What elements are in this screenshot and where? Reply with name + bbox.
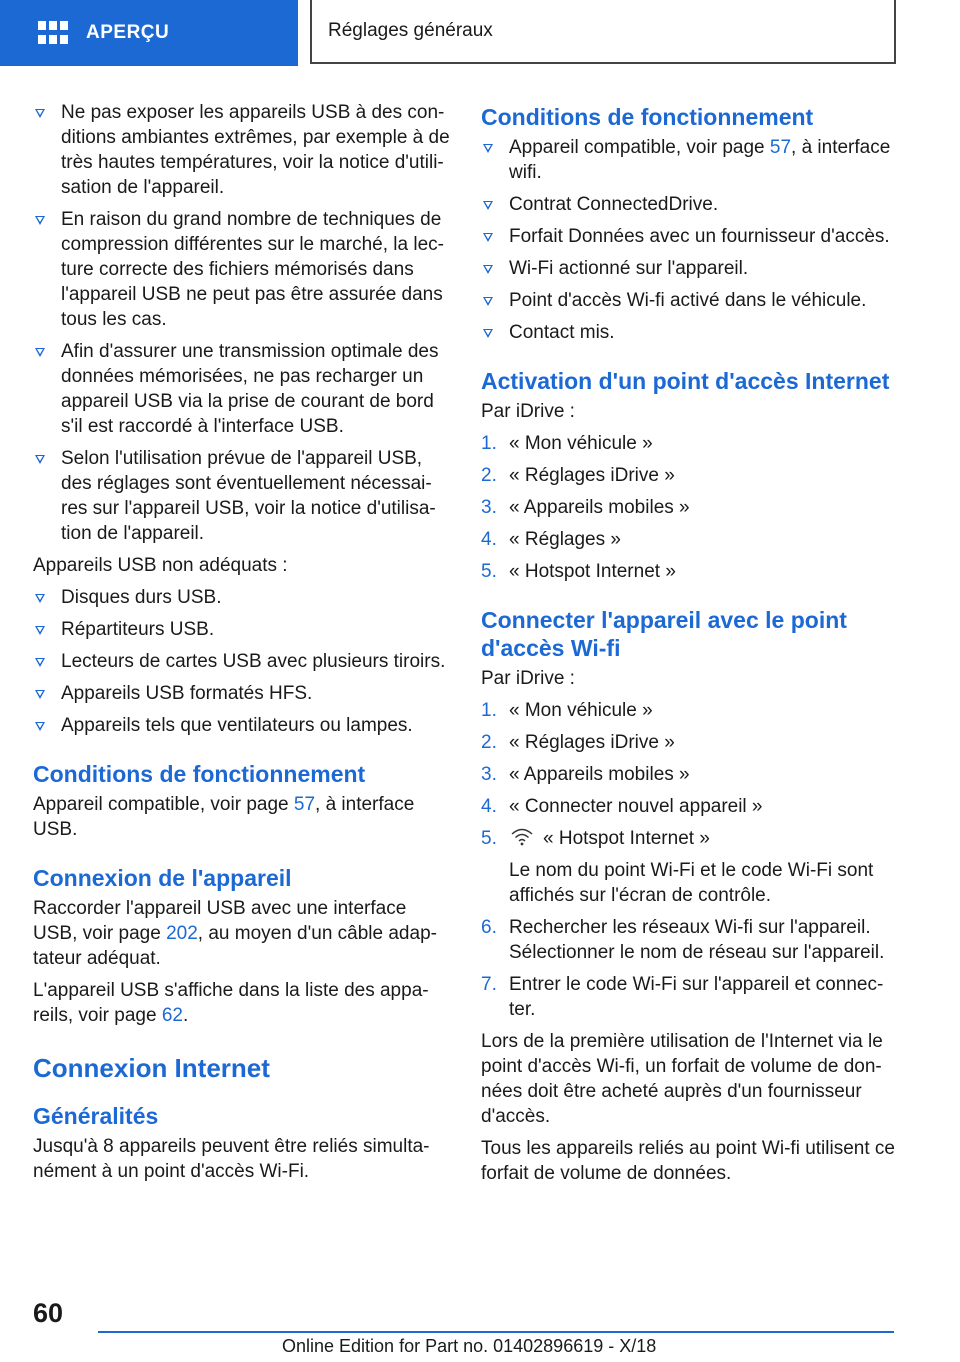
list-item: Lecteurs de cartes USB avec plusieurs tiroirs.: [33, 649, 451, 674]
triangle-bullet-icon: [35, 722, 45, 731]
step-item: 3. « Appareils mobiles »: [481, 497, 690, 518]
triangle-bullet-icon: [35, 216, 45, 225]
wifi-icon: [511, 828, 533, 846]
page-link[interactable]: 57: [769, 137, 792, 158]
conditions-text: Appareil compatible, voir page 57, à interface USB.: [33, 794, 415, 840]
list-item: Wi-Fi actionné sur l'appareil.: [481, 256, 897, 281]
heading-conditions-wifi: Conditions de fonctionnement: [481, 104, 814, 130]
heading-connect-device: Connecter l'appareil avec le point d'accès Wi-fi: [481, 607, 847, 661]
triangle-bullet-icon: [35, 455, 45, 464]
step-item: 7. Entrer le code Wi-Fi sur l'appareil et connec‐ter.: [481, 974, 884, 1020]
list-item: Appareils tels que ventilateurs ou lampes.: [33, 713, 451, 738]
apercu-tab[interactable]: [0, 0, 298, 66]
step-item: 6. Rechercher les réseaux Wi-fi sur l'appareil. Sélectionner le nom de réseau sur l'appareil.: [481, 917, 885, 963]
list-item: Répartiteurs USB.: [33, 617, 451, 642]
triangle-bullet-icon: [483, 329, 493, 338]
step-item: 5. « Hotspot Internet »: [481, 561, 676, 582]
via-idrive: Par iDrive :: [481, 401, 575, 422]
step-item: 4. « Connecter nouvel appareil »: [481, 796, 763, 817]
triangle-bullet-icon: [483, 297, 493, 306]
list-item: Afin d'assurer une transmission optimale des données mémorisées, ne pas recharger un appareil USB via la prise de courant de bord s'il est raccordé à l'interface USB.: [33, 339, 451, 439]
grid-icon: [38, 21, 68, 45]
list-item: En raison du grand nombre de techniques de compression différentes sur le marché, la lec‐ture correcte des fichiers mémorisés dans l'appareil USB ne peut pas être assurée dans tous les cas.: [33, 207, 451, 332]
step-item: 5. « Hotspot Internet » Le nom du point Wi-Fi et le code Wi-Fi sont affichés sur l'écran de contrôle.: [481, 826, 897, 908]
step-item: 2. « Réglages iDrive »: [481, 465, 675, 486]
step-item: 3. « Appareils mobiles »: [481, 764, 690, 785]
list-item: Selon l'utilisation prévue de l'appareil USB, des réglages sont éventuellement nécessai‐res sur l'appareil USB, voir la notice d'utilisa‐tion de l'appareil.: [33, 446, 451, 546]
unsuitable-intro: Appareils USB non adéquats :: [33, 555, 288, 576]
left-column: [33, 100, 451, 1191]
triangle-bullet-icon: [35, 348, 45, 357]
triangle-bullet-icon: [483, 201, 493, 210]
list-item: Contact mis.: [481, 320, 897, 345]
heading-activation: Activation d'un point d'accès Internet: [481, 368, 890, 394]
footer-divider: [98, 1331, 894, 1333]
footer-edition: Online Edition for Part no. 01402896619 - X/18: [282, 1336, 657, 1356]
generalites-text: Jusqu'à 8 appareils peuvent être reliés simulta‐nément à un point d'accès Wi-Fi.: [33, 1136, 430, 1182]
page-header: [0, 0, 960, 66]
heading-conditions: Conditions de fonctionnement: [33, 761, 366, 787]
list-item: Appareils USB formatés HFS.: [33, 681, 451, 706]
triangle-bullet-icon: [35, 690, 45, 699]
triangle-bullet-icon: [483, 144, 493, 153]
step-note: Le nom du point Wi-Fi et le code Wi-Fi sont affichés sur l'écran de contrôle.: [509, 860, 874, 906]
triangle-bullet-icon: [35, 658, 45, 667]
list-item: Forfait Données avec un fournisseur d'accès.: [481, 224, 897, 249]
first-use-text: Lors de la première utilisation de l'Internet via le point d'accès Wi-fi, un forfait de volume de don‐nées doit être acheté auprès d'un fournisseur d'accès.: [481, 1031, 883, 1127]
all-devices-text: Tous les appareils reliés au point Wi-fi utilisent ce forfait de volume de données.: [481, 1138, 895, 1184]
section-title: Réglages généraux: [310, 0, 896, 64]
page-number: 60: [33, 1298, 64, 1328]
list-item: Ne pas exposer les appareils USB à des con‐ditions ambiantes extrêmes, par exemple à de très hautes températures, voir la notice d'utili‐sation de l'appareil.: [33, 100, 451, 200]
step-item: 2. « Réglages iDrive »: [481, 732, 675, 753]
triangle-bullet-icon: [483, 265, 493, 274]
step-item: 4. « Réglages »: [481, 529, 621, 550]
list-item: Disques durs USB.: [33, 585, 451, 610]
step-item: 1. « Mon véhicule »: [481, 433, 653, 454]
via-idrive: Par iDrive :: [481, 668, 575, 689]
apercu-tab-label: APERÇU: [86, 22, 170, 43]
list-item: Contrat ConnectedDrive.: [481, 192, 897, 217]
heading-connexion-appareil: Connexion de l'appareil: [33, 865, 292, 891]
heading-generalites: Généralités: [33, 1103, 159, 1129]
triangle-bullet-icon: [483, 233, 493, 242]
right-column: [481, 100, 897, 1193]
triangle-bullet-icon: [35, 626, 45, 635]
triangle-bullet-icon: [35, 594, 45, 603]
step-item: 1. « Mon véhicule »: [481, 700, 653, 721]
page-link[interactable]: 57: [293, 794, 316, 815]
triangle-bullet-icon: [35, 109, 45, 118]
list-item: Appareil compatible, voir page 57, à interface wifi.: [481, 135, 897, 185]
heading-connexion-internet: Connexion Internet: [33, 1053, 270, 1083]
page-link[interactable]: 202: [166, 923, 198, 944]
connect-text: Raccorder l'appareil USB avec une interface USB, voir page 202, au moyen d'un câble adap‐tateur adéquat.: [33, 898, 437, 969]
page-link[interactable]: 62: [161, 1005, 183, 1026]
list-item: Point d'accès Wi-fi activé dans le véhicule.: [481, 288, 897, 313]
device-list-text: L'appareil USB s'affiche dans la liste des appa‐reils, voir page 62.: [33, 980, 429, 1026]
